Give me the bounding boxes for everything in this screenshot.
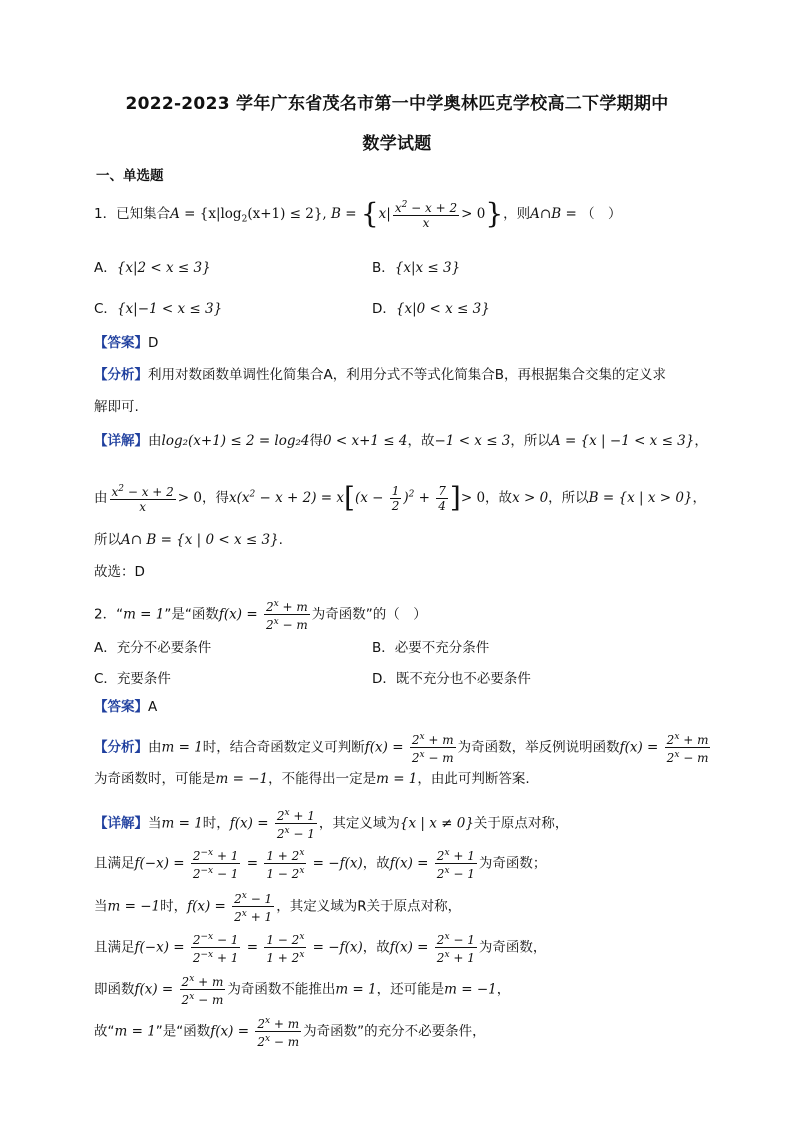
q1-analysis: 【分析】利用对数函数单调性化简集合A，利用分式不等式化简集合B，再根据集合交集的定义求 — [94, 367, 666, 383]
q1-option-a: A．{x|2 < x ≤ 3} — [94, 260, 211, 276]
q2-option-c: C．充要条件 — [94, 671, 171, 687]
q2-detail-line-3: 当m = −1时，f(x) = $\frac{2^x - 1}{2^x + 1}$ ，其定义域为R关于原点对称， — [94, 891, 462, 924]
page-title: 2022-2023 学年广东省茂名市第一中学奥林匹克学校高二下学期期中 — [125, 94, 669, 114]
q1-answer: 【答案】D — [94, 335, 159, 351]
q2-detail-line-5: 即函数f(x) = $\frac{2^x + m}{2^x - m}$ 为奇函数不能推出m = 1，还可能是m = −1， — [94, 974, 511, 1007]
q2-option-a: A．充分不必要条件 — [94, 640, 212, 656]
q2-analysis-cont: 为奇函数时，可能是m = −1，不能得出一定是m = 1，由此可判断答案. — [94, 771, 530, 787]
q2-detail-line-2: 且满足f(−x) = $\frac{2^{-x} + 1}{2^{-x} - 1}$ = $\frac{1 + 2^x}{1 - 2^x}$ = −f(x)，故f(x) = $\frac{2^x + 1}{2^x - 1}$ 为奇函数； — [94, 848, 547, 881]
page-subtitle: 数学试题 — [362, 134, 432, 154]
q1-detail-line-1: 【详解】由log₂(x+1) ≤ 2 = log₂4得0 < x+1 ≤ 4，故−1 < x ≤ 3，所以A = {x | −1 < x ≤ 3}， — [94, 433, 708, 449]
q2-detail-line-4: 且满足f(−x) = $\frac{2^{-x} - 1}{2^{-x} + 1}$ = $\frac{1 - 2^x}{1 + 2^x}$ = −f(x)，故f(x) = $\frac{2^x - 1}{2^x + 1}$ 为奇函数， — [94, 932, 547, 965]
section-heading: 一、单选题 — [96, 168, 164, 184]
q1-option-c: C．{x|−1 < x ≤ 3} — [94, 301, 223, 317]
q2-analysis: 【分析】由m = 1时，结合奇函数定义可判断f(x) = $\frac{2^x + m}{2^x - m}$ 为奇函数，举反例说明函数f(x) = $\frac{2^x + m}{2^x - m}$ — [94, 732, 709, 765]
q1-option-d: D．{x|0 < x ≤ 3} — [372, 301, 490, 317]
q2-option-d: D．既不充分也不必要条件 — [372, 671, 531, 687]
q1-detail-line-2: 由 $\frac{x^2 - x + 2}{x}$ > 0，得$x(x^2 - x + 2) = x[(x$ − $\frac{1}{2}$ )$^2$ + $\frac{7}{4}$ ]> 0，故x > 0，所以B = {x | x > 0}， — [94, 481, 707, 514]
q2-option-b: B．必要不充分条件 — [372, 640, 490, 656]
q2-detail-line-6: 故“m = 1”是“函数f(x) = $\frac{2^x + m}{2^x - m}$ 为奇函数”的充分不必要条件， — [94, 1016, 486, 1049]
question-1: 1．已知集合$A = \{x|\log_2(x+1) \le 2\}$, B = {x| $\frac{x^2 - x + 2}{x}$ > 0}，则A∩B = （ ） — [94, 197, 622, 230]
q1-detail-line-3: 所以A∩ B = {x | 0 < x ≤ 3}. — [94, 532, 283, 548]
question-2: 2．“m = 1”是“函数f(x) = $\frac{2^x + m}{2^x - m}$ 为奇函数”的（ ） — [94, 599, 427, 632]
q1-option-b: B．{x|x ≤ 3} — [372, 260, 461, 276]
q1-conclusion: 故选：D — [94, 564, 145, 580]
q1-analysis-cont: 解即可. — [94, 399, 139, 415]
q2-detail-line-1: 【详解】当m = 1时，f(x) = $\frac{2^x + 1}{2^x - 1}$ ，其定义域为{x | x ≠ 0}关于原点对称， — [94, 808, 569, 841]
q2-answer: 【答案】A — [94, 699, 158, 715]
